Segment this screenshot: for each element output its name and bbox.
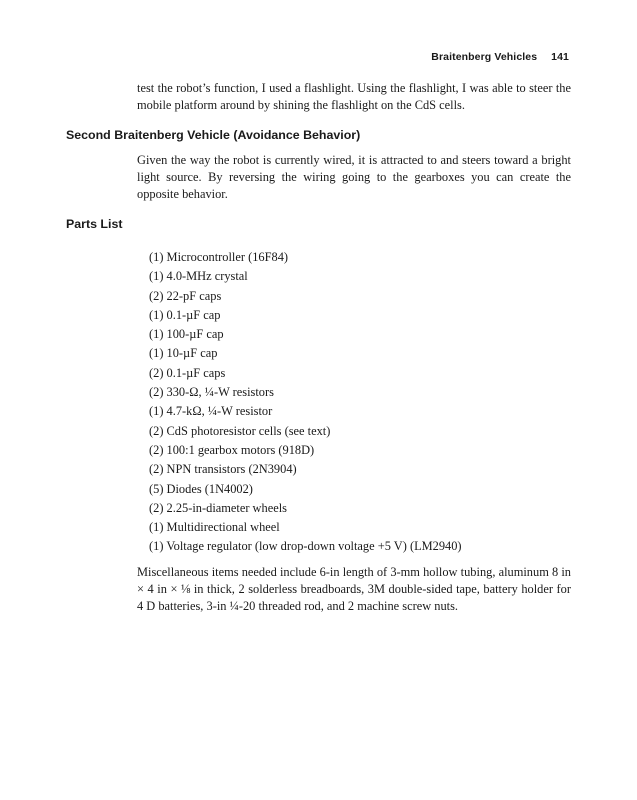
section-heading-parts-list: Parts List <box>66 217 123 231</box>
list-item: (1) Microcontroller (16F84) <box>149 250 289 264</box>
miscellaneous-paragraph: Miscellaneous items needed include 6-in length of 3-mm hollow tubing, aluminum 8 in × 4 in × ⅛ in thick, 2 solderless breadboards, 3M double-sided tape, battery holder for 4 D batteries, 3-in ¼-20 threaded rod, and 2 machine screw nuts. <box>137 565 571 613</box>
list-item: (2) 100:1 gearbox motors (918D) <box>149 442 315 457</box>
list-item: (2) CdS photoresistor cells (see text) <box>149 423 331 438</box>
list-item: (1) 100-µF cap <box>149 327 224 342</box>
section-heading-second-vehicle: Second Braitenberg Vehicle (Avoidance Behavior) <box>66 128 361 142</box>
list-item: (1) 4.7-kΩ, ¼-W resistor <box>149 404 273 419</box>
list-item: (2) NPN transistors (2N3904) <box>149 462 297 477</box>
intro-paragraph: test the robot’s function, I used a flashlight. Using the flashlight, I was able to steer the mobile platform around by shining the flashlight on the CdS cells. <box>137 81 571 112</box>
list-item: (1) 0.1-µF cap <box>149 307 221 322</box>
parts-list <box>149 248 462 557</box>
list-item: (1) Voltage regulator (low drop-down voltage +5 V) (LM2940) <box>149 539 462 554</box>
list-item: (5) Diodes (1N4002) <box>149 481 253 496</box>
list-item: (2) 0.1-µF caps <box>149 365 226 380</box>
list-item: (2) 330-Ω, ¼-W resistors <box>149 385 274 400</box>
page-number: 141 <box>551 51 569 63</box>
list-item: (1) 4.0-MHz crystal <box>149 269 248 284</box>
list-item: (2) 22-pF caps <box>149 288 222 303</box>
list-item: (1) Multidirectional wheel <box>149 520 280 535</box>
list-item: (1) 10-µF cap <box>149 346 218 361</box>
second-vehicle-paragraph: Given the way the robot is currently wired, it is attracted to and steers toward a bright light source. By reversing the wiring going to the gearboxes you can create the opposite behavior. <box>137 153 571 201</box>
list-item: (2) 2.25-in-diameter wheels <box>149 500 287 515</box>
running-header <box>431 51 569 63</box>
running-title: Braitenberg Vehicles <box>431 51 538 63</box>
